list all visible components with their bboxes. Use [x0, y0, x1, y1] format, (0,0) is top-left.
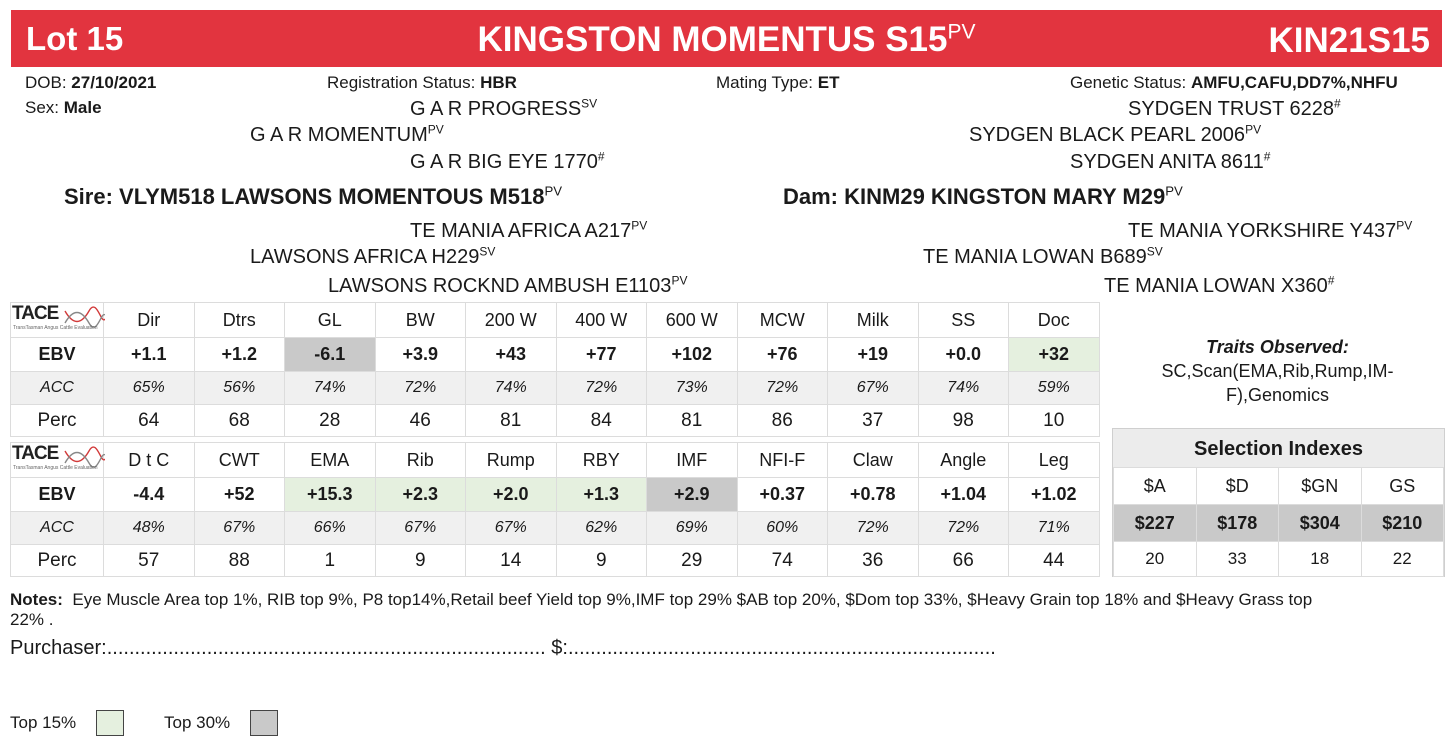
acc-label: ACC — [11, 372, 104, 405]
ebv-value: +102 — [647, 338, 738, 372]
trait-header: Claw — [828, 443, 919, 478]
traits-line-1: SC,Scan(EMA,Rib,Rump,IM- — [1161, 361, 1394, 381]
accuracy-value: 59% — [1009, 372, 1100, 405]
accuracy-value: 65% — [104, 372, 195, 405]
trait-header: Dir — [104, 303, 195, 338]
accuracy-value: 69% — [647, 512, 738, 545]
percentile-value: 64 — [104, 405, 195, 437]
accuracy-value: 72% — [375, 372, 466, 405]
dam-dam-sire: TE MANIA YORKSHIRE $Y437^{PV}$ — [1128, 218, 1413, 242]
perc-label: Perc — [11, 545, 104, 577]
selection-indexes — [1112, 428, 1445, 577]
index-value: $227 — [1114, 505, 1197, 542]
tace-logo: TACE TransTasman Angus Cattle Evaluation — [11, 303, 104, 338]
percentile-value: 66 — [918, 545, 1009, 577]
trait-header: Leg — [1009, 443, 1100, 478]
ebv-value: +0.37 — [737, 478, 828, 512]
ebv-value: +43 — [466, 338, 557, 372]
dam-sire-sire: SYDGEN TRUST 6228# — [1128, 96, 1341, 120]
ebv-value: +19 — [828, 338, 919, 372]
animal-name: KINGSTON MOMENTUS $S15^{PV}$ — [477, 20, 976, 59]
percentile-value: 86 — [737, 405, 828, 437]
ebv-value: +52 — [194, 478, 285, 512]
price-label: $: — [551, 637, 568, 659]
traits-observed — [1112, 335, 1443, 407]
trait-header: 400 W — [556, 303, 647, 338]
purchaser-line — [10, 637, 996, 660]
trait-header: CWT — [194, 443, 285, 478]
ebv-value: +1.1 — [104, 338, 195, 372]
tace-logo: TACE TransTasman Angus Cattle Evaluation — [11, 443, 104, 478]
accuracy-value: 74% — [466, 372, 557, 405]
ebv-value: +3.9 — [375, 338, 466, 372]
trait-header: D t C — [104, 443, 195, 478]
sire-dam-dam: LAWSONS ROCKND AMBUSH $E1103^{PV}$ — [328, 273, 688, 297]
accuracy-value: 74% — [918, 372, 1009, 405]
purchaser-field[interactable]: ............................................................................... — [106, 637, 546, 659]
index-header: GS — [1361, 468, 1444, 505]
trait-header: Doc — [1009, 303, 1100, 338]
accuracy-value: 48% — [104, 512, 195, 545]
index-percentile: 33 — [1196, 542, 1279, 577]
dam: Dam: KINM29 KINGSTON MARY $M29^{PV}$ — [783, 183, 1183, 209]
percentile-value: 1 — [285, 545, 376, 577]
ebv-value: +0.78 — [828, 478, 919, 512]
sire: Sire: VLYM518 LAWSONS MOMENTOUS $M518^{PV}$ — [64, 183, 563, 209]
accuracy-value: 60% — [737, 512, 828, 545]
mating-type: Mating Type: ET — [716, 73, 840, 92]
accuracy-value: 72% — [918, 512, 1009, 545]
percentile-value: 44 — [1009, 545, 1100, 577]
notes-label: Notes: — [10, 590, 63, 609]
percentile-value: 10 — [1009, 405, 1100, 437]
legend-top30-swatch — [250, 710, 278, 736]
trait-header: 600 W — [647, 303, 738, 338]
notes-line-2: 22% . — [10, 610, 54, 629]
perc-label: Perc — [11, 405, 104, 437]
ebv-label: EBV — [11, 478, 104, 512]
sire-sire: G A R $MOMENTUM^{PV}$ — [250, 122, 444, 146]
selection-table — [1113, 467, 1444, 577]
animal-ident: KIN21S15 — [1268, 21, 1430, 60]
genetic-status: Genetic Status: AMFU,CAFU,DD7%,NHFU — [1070, 73, 1398, 92]
percentile-value: 36 — [828, 545, 919, 577]
percentile-value: 88 — [194, 545, 285, 577]
dam-sire: SYDGEN BLACK PEARL $2006^{PV}$ — [969, 122, 1262, 146]
ebv-value: +15.3 — [285, 478, 376, 512]
ebv-value: -4.4 — [104, 478, 195, 512]
ebv-value: +2.0 — [466, 478, 557, 512]
acc-label: ACC — [11, 512, 104, 545]
percentile-value: 57 — [104, 545, 195, 577]
trait-header: RBY — [556, 443, 647, 478]
index-value: $178 — [1196, 505, 1279, 542]
accuracy-value: 66% — [285, 512, 376, 545]
accuracy-value: 72% — [556, 372, 647, 405]
ebv-value: +32 — [1009, 338, 1100, 372]
accuracy-value: 67% — [375, 512, 466, 545]
index-header: $GN — [1279, 468, 1362, 505]
percentile-value: 81 — [647, 405, 738, 437]
trait-header: Rib — [375, 443, 466, 478]
trait-header: EMA — [285, 443, 376, 478]
dob: DOB: 27/10/2021 — [25, 73, 157, 92]
index-percentile: 22 — [1361, 542, 1444, 577]
ebv-value: +0.0 — [918, 338, 1009, 372]
percentile-value: 68 — [194, 405, 285, 437]
ebv-table-carcase — [10, 442, 1100, 577]
accuracy-value: 62% — [556, 512, 647, 545]
selection-title: Selection Indexes — [1113, 429, 1444, 467]
accuracy-value: 71% — [1009, 512, 1100, 545]
dam-dam: TE MANIA LOWAN $B689^{SV}$ — [923, 244, 1163, 268]
dam-dam-dam: TE MANIA LOWAN X360# — [1104, 273, 1335, 297]
percentile-value: 28 — [285, 405, 376, 437]
index-percentile: 20 — [1114, 542, 1197, 577]
trait-header: Angle — [918, 443, 1009, 478]
trait-header: SS — [918, 303, 1009, 338]
accuracy-value: 72% — [737, 372, 828, 405]
trait-header: GL — [285, 303, 376, 338]
accuracy-value: 74% — [285, 372, 376, 405]
ebv-value: +1.02 — [1009, 478, 1100, 512]
trait-header: MCW — [737, 303, 828, 338]
registration-status: Registration Status: HBR — [327, 73, 517, 92]
percentile-value: 46 — [375, 405, 466, 437]
sex: Sex: Male — [25, 98, 102, 117]
ebv-table-growth — [10, 302, 1100, 437]
percentile-value: 81 — [466, 405, 557, 437]
index-value: $210 — [1361, 505, 1444, 542]
percentile-value: 37 — [828, 405, 919, 437]
trait-header: BW — [375, 303, 466, 338]
notes-line-1: Eye Muscle Area top 1%, RIB top 9%, P8 top14%,Retail beef Yield top 9%,IMF top 29% $AB top 20%, $Dom top 33%, $Heavy Grain top 18% and $Heavy Grass top — [72, 590, 1313, 609]
trait-header: Dtrs — [194, 303, 285, 338]
index-value: $304 — [1279, 505, 1362, 542]
accuracy-value: 67% — [828, 372, 919, 405]
legend-top15-label: Top 15% — [10, 713, 77, 732]
trait-header: Rump — [466, 443, 557, 478]
ebv-value: +77 — [556, 338, 647, 372]
traits-line-2: F),Genomics — [1225, 385, 1330, 405]
ebv-value: +2.3 — [375, 478, 466, 512]
trait-header: 200 W — [466, 303, 557, 338]
accuracy-value: 73% — [647, 372, 738, 405]
lot-banner — [11, 10, 1442, 67]
percentile-value: 74 — [737, 545, 828, 577]
sire-sire-dam: G A R BIG EYE 1770# — [410, 149, 605, 173]
sire-dam-sire: TE MANIA AFRICA $A217^{PV}$ — [410, 218, 648, 242]
sire-dam: LAWSONS AFRICA $H229^{SV}$ — [250, 244, 496, 268]
traits-title: Traits Observed: — [1206, 337, 1349, 357]
dam-sire-dam: SYDGEN ANITA 8611# — [1070, 149, 1271, 173]
percentile-value: 9 — [556, 545, 647, 577]
accuracy-value: 56% — [194, 372, 285, 405]
accuracy-value: 67% — [194, 512, 285, 545]
ebv-value: -6.1 — [285, 338, 376, 372]
trait-header: IMF — [647, 443, 738, 478]
ebv-value: +76 — [737, 338, 828, 372]
sire-sire-sire: G A R $PROGRESS^{SV}$ — [410, 96, 598, 120]
notes — [10, 590, 1312, 630]
accuracy-value: 67% — [466, 512, 557, 545]
percentile-value: 98 — [918, 405, 1009, 437]
index-header: $A — [1114, 468, 1197, 505]
price-field[interactable]: ............................................................................. — [567, 637, 996, 659]
trait-header: NFI-F — [737, 443, 828, 478]
index-header: $D — [1196, 468, 1279, 505]
percentile-value: 84 — [556, 405, 647, 437]
percentile-value: 9 — [375, 545, 466, 577]
accuracy-value: 72% — [828, 512, 919, 545]
ebv-value: +1.2 — [194, 338, 285, 372]
ebv-label: EBV — [11, 338, 104, 372]
purchaser-label: Purchaser: — [10, 637, 107, 659]
ebv-value: +2.9 — [647, 478, 738, 512]
trait-header: Milk — [828, 303, 919, 338]
index-percentile: 18 — [1279, 542, 1362, 577]
percentile-value: 14 — [466, 545, 557, 577]
lot-number: Lot 15 — [26, 20, 124, 57]
ebv-value: +1.3 — [556, 478, 647, 512]
percentile-value: 29 — [647, 545, 738, 577]
legend-top15-swatch — [96, 710, 124, 736]
legend-top30-label: Top 30% — [164, 713, 231, 732]
ebv-value: +1.04 — [918, 478, 1009, 512]
